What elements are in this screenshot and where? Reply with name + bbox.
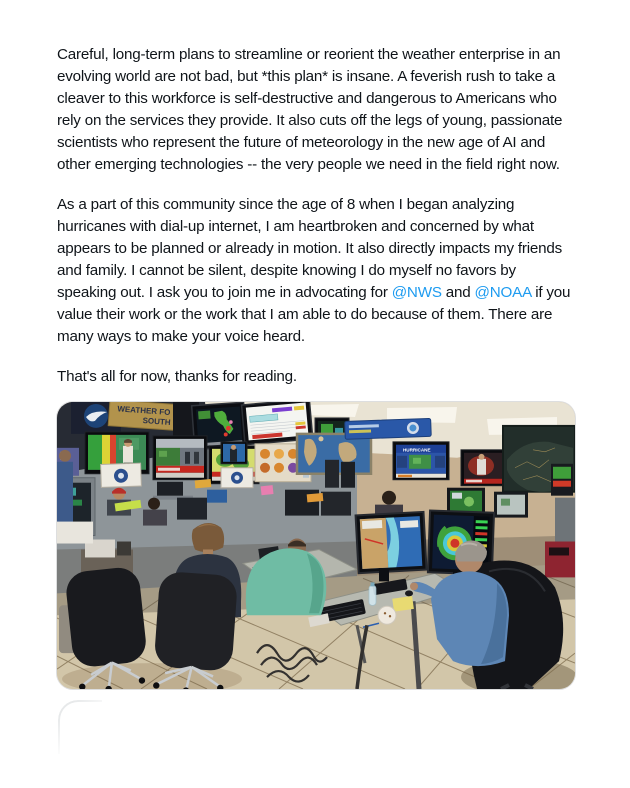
tweet-paragraph-1: Careful, long-term plans to streamline or reorient the weather enterprise in an evolving world are not bad, but *this plan* is insane. A feverish rush to take a cleaver to this workforce is self-destructive and dangerous to Americans who rely on the services they provide. It also cuts off the legs of young, passionate scientists who represent the future of meteorology in the new age of AI and other emerging technologies -- the very people we need in the field right now. [57,46,567,173]
white-box [57,522,93,544]
svg-text:HURRICANE: HURRICANE [402,447,431,453]
tweet-paragraph-2-after: if you value their work or the work that I am able to do because of them. There are many ways to make your voice heard. [57,284,575,345]
monitor-stand [379,569,389,581]
water-bottle [369,582,376,605]
svg-text:SOUTH: SOUTH [142,416,171,428]
tweet-body [57,44,577,754]
pink-sticky [261,485,274,495]
whiteboard-logo-2 [221,468,253,488]
mention-nws-link[interactable]: @NWS [391,284,442,301]
tweet-paragraph-2-text: As a part of this community since the age of 8 when I began analyzing hurricanes with dial-up internet, I am heartbroken and concerned by what appears to be planned or already in motion. It also directly impacts my friends and family. I cannot be silent, despite knowing I do myself no favors by speaking out. I ask you to join me in advocating for [57,196,567,301]
tv-news [153,436,207,480]
svg-text:WEATHER FO: WEATHER FO [117,404,171,418]
mouse [405,590,413,596]
tweet-photo[interactable] [57,402,575,689]
whiteboard-logo-1 [101,463,142,487]
hurricane-banner [345,418,432,439]
monitor-map-foreground [356,512,427,573]
sticky-notes [392,596,414,612]
mention-noaa-link[interactable]: @NOAA [474,284,532,301]
tv-hurricane [393,442,449,480]
next-card-corner [58,700,102,754]
paper-plate [378,606,396,624]
tweet-paragraph-3: That's all for now, thanks for reading. [57,368,297,385]
tweet-paragraph-2-and: and [441,284,475,301]
tv-presenter-small [221,442,247,464]
person-standing-left [57,450,73,532]
tweet-paragraph-2 [57,194,577,348]
